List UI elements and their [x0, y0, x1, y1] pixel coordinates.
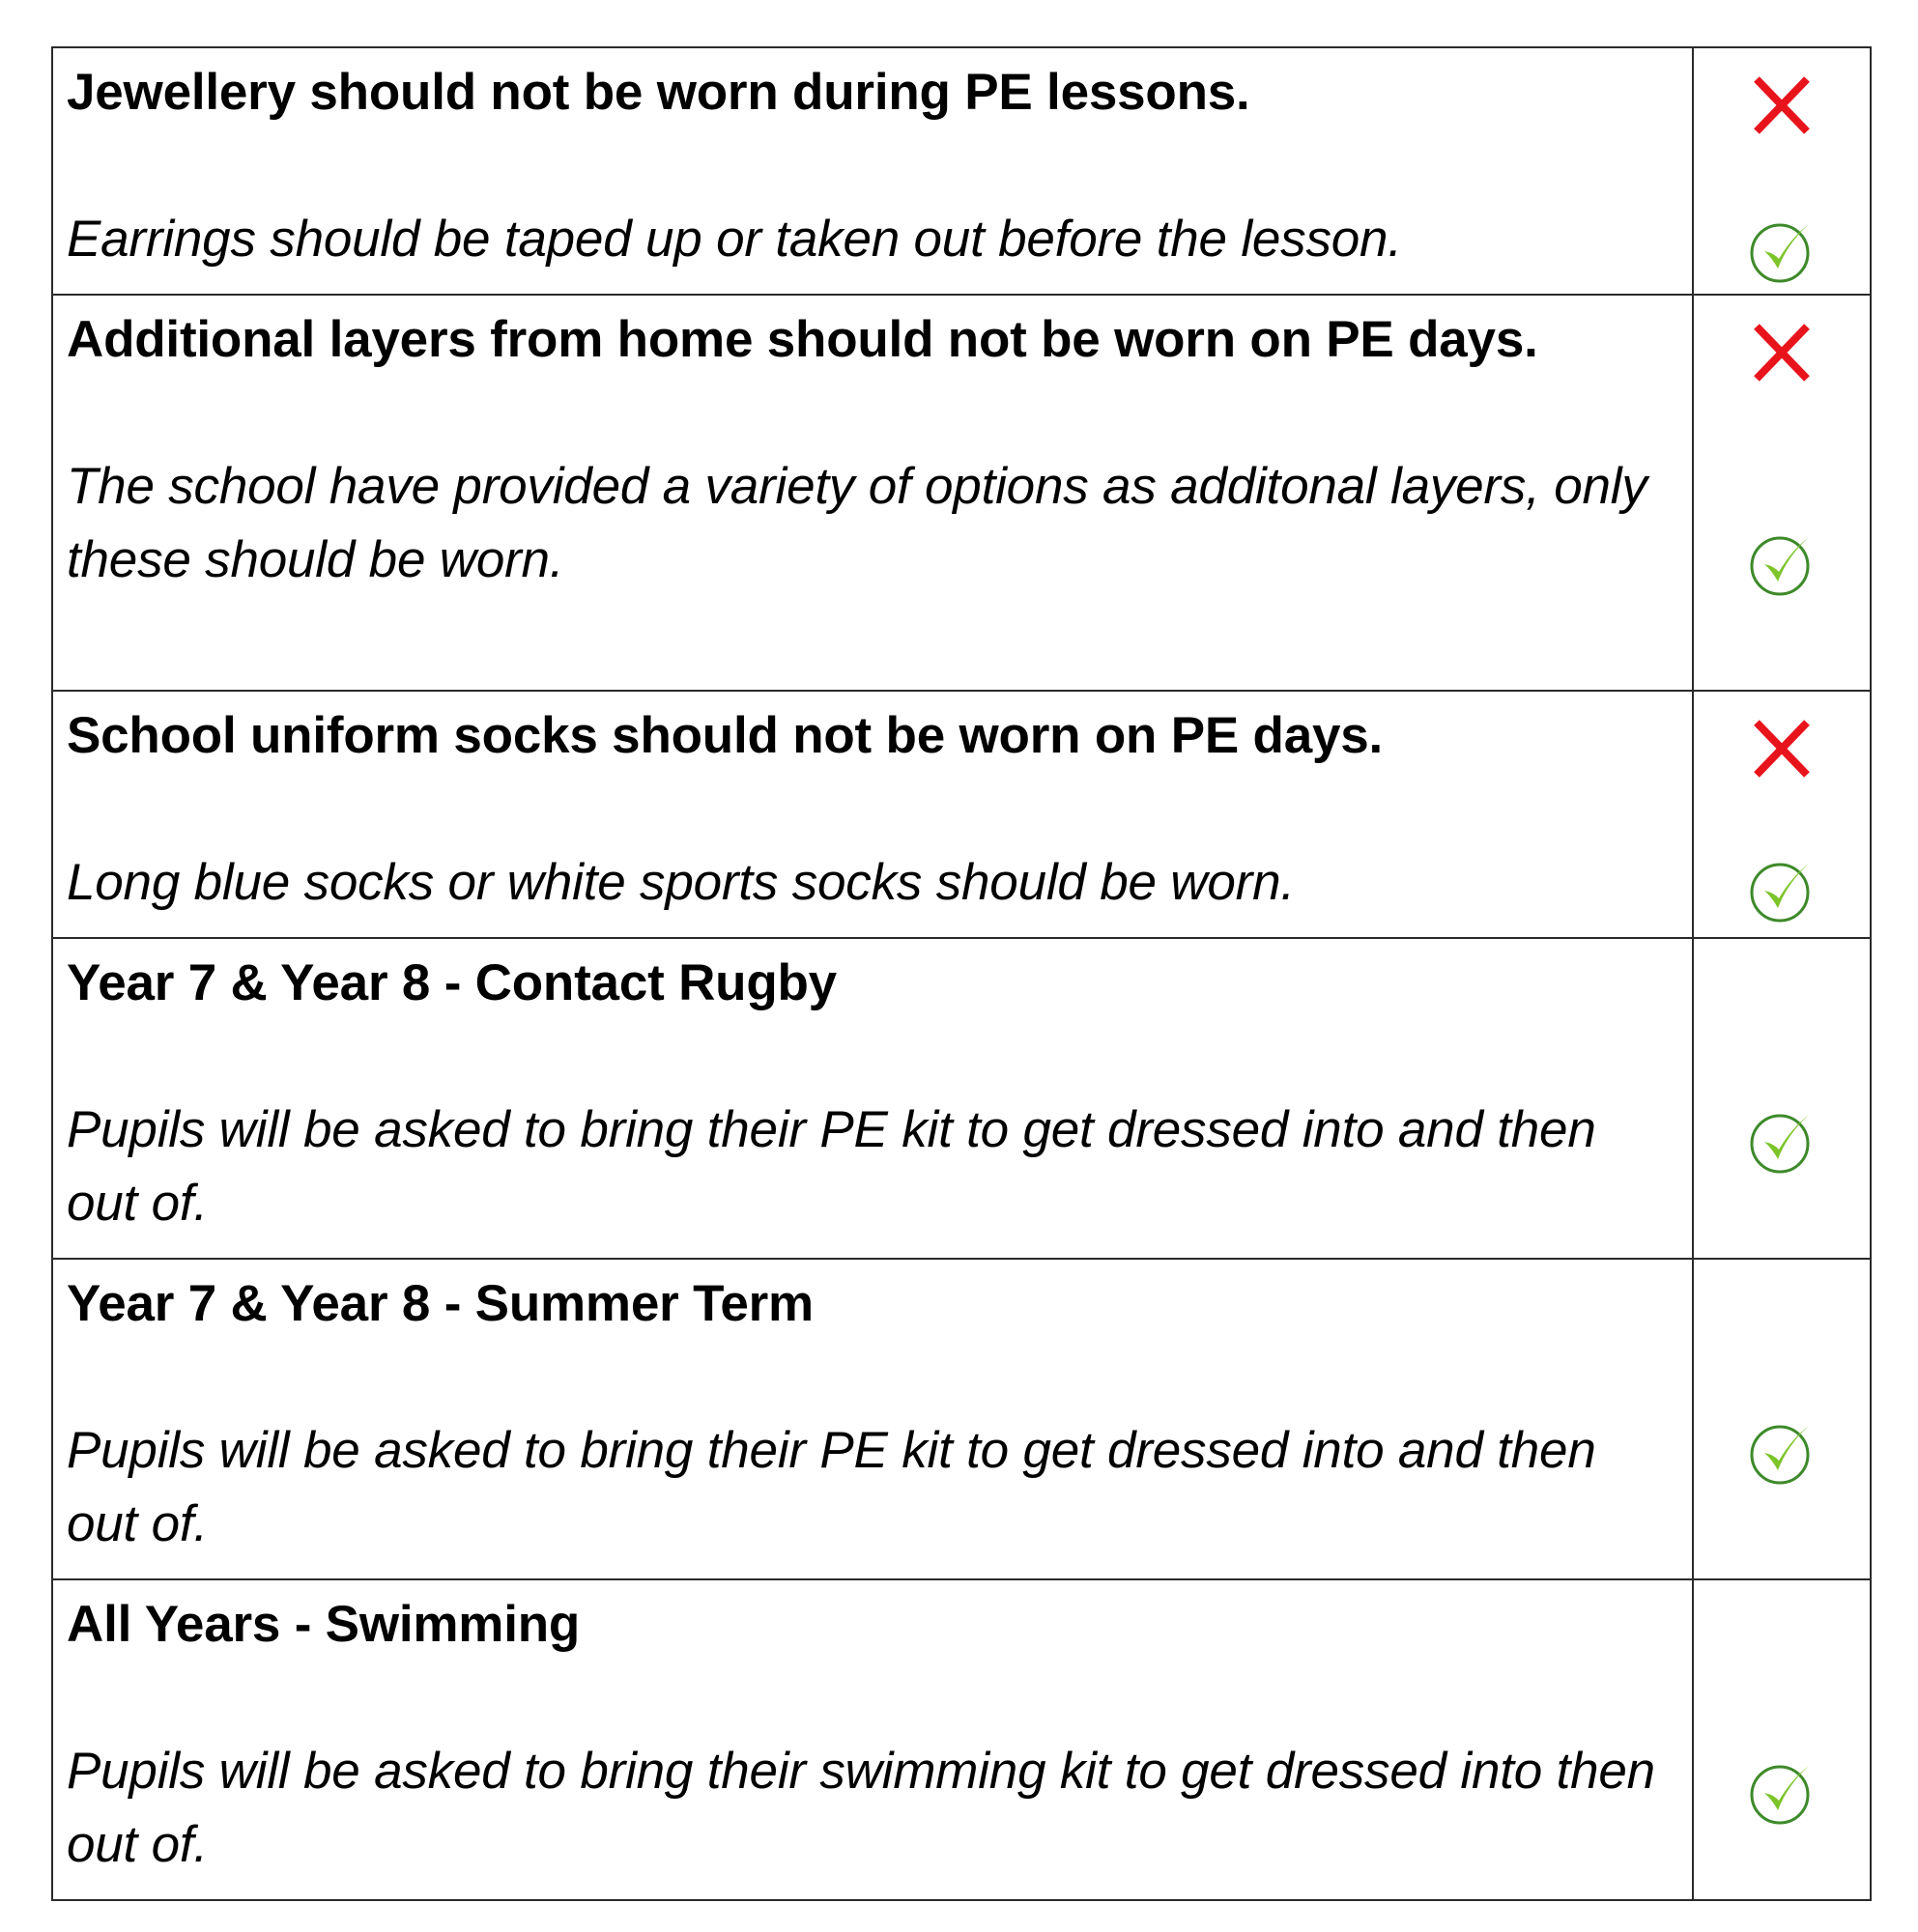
- check-icon: [1745, 852, 1818, 925]
- rule-detail: Pupils will be asked to bring their PE kit to get dressed into and then out of.: [67, 1422, 1596, 1552]
- rule-title: All Years - Swimming: [67, 1596, 581, 1653]
- check-icon: [1745, 213, 1818, 286]
- cross-icon: [1745, 713, 1818, 786]
- rule-title: Additional layers from home should not be worn on PE days.: [67, 311, 1538, 368]
- check-icon: [1745, 1414, 1818, 1488]
- rule-icon-cell: [1693, 938, 1871, 1259]
- rule-title: Year 7 & Year 8 - Contact Rugby: [67, 954, 837, 1011]
- check-icon: [1745, 1103, 1818, 1177]
- rule-icon-cell: [1693, 295, 1871, 691]
- rule-row-summer-term: [52, 1259, 1871, 1579]
- rule-row-contact-rugby: [52, 938, 1871, 1259]
- rule-text-cell: [52, 1579, 1693, 1900]
- rule-icon-cell: [1693, 47, 1871, 295]
- cross-icon: [1745, 317, 1818, 390]
- pe-rules-table: [51, 46, 1872, 1901]
- check-icon: [1745, 1754, 1818, 1828]
- rule-row-school-socks: [52, 691, 1871, 938]
- rule-text-cell: [52, 295, 1693, 691]
- rule-detail: The school have provided a variety of options as additonal layers, only these should be worn.: [67, 458, 1647, 588]
- rule-row-jewellery: [52, 47, 1871, 295]
- check-icon: [1745, 526, 1818, 599]
- rule-row-additional-layers: [52, 295, 1871, 691]
- rule-detail: Earrings should be taped up or taken out before the lesson.: [67, 211, 1402, 268]
- rule-icon-cell: [1693, 1259, 1871, 1579]
- rule-row-swimming: [52, 1579, 1871, 1900]
- rule-title: Year 7 & Year 8 - Summer Term: [67, 1275, 814, 1332]
- rule-detail: Pupils will be asked to bring their swimming kit to get dressed into then out of.: [67, 1743, 1655, 1873]
- rule-text-cell: [52, 938, 1693, 1259]
- cross-icon: [1745, 70, 1818, 143]
- rule-detail: Long blue socks or white sports socks should be worn.: [67, 854, 1295, 911]
- rule-title: Jewellery should not be worn during PE lessons.: [67, 64, 1250, 121]
- rule-text-cell: [52, 691, 1693, 938]
- rule-icon-cell: [1693, 1579, 1871, 1900]
- rule-title: School uniform socks should not be worn on PE days.: [67, 707, 1384, 764]
- rule-text-cell: [52, 47, 1693, 295]
- rule-detail: Pupils will be asked to bring their PE kit to get dressed into and then out of.: [67, 1101, 1596, 1232]
- rule-text-cell: [52, 1259, 1693, 1579]
- rule-icon-cell: [1693, 691, 1871, 938]
